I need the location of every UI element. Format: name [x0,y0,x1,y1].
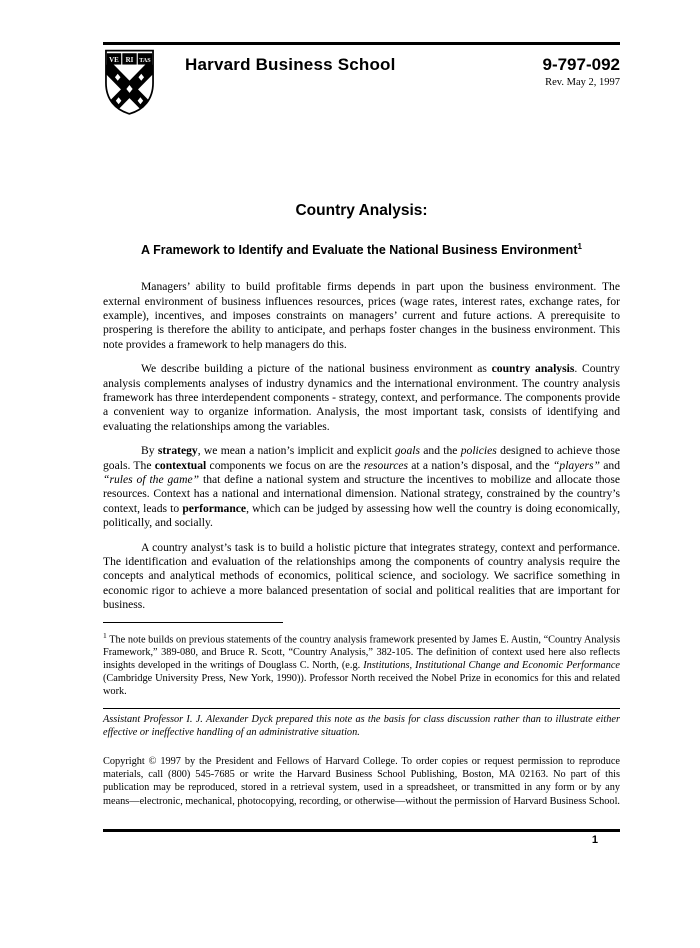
prepared-note: Assistant Professor I. J. Alexander Dyck prepared this note as the basis for class discussion rather than to illustrate either effective or ineffective handling of an administrative situation. [103,714,620,739]
motto-ve: VE [109,55,119,64]
footnote-separator [103,622,283,623]
subtitle-text: A Framework to Identify and Evaluate the National Business Environment [141,243,578,258]
copyright-notice: Copyright © 1997 by the President and Fellows of Harvard College. To order copies or request permission to reproduce materials, call (800) 545-7685 or write the Harvard Business School Publishing, Boston, MA 02163. No part of this publication may be reproduced, stored in a retrieval system, used in a spreadsheet, or transmitted in any form or by any means—electronic, mechanical, photocopying, recording, or otherwise—without the permission of Harvard Business School. [103,756,621,807]
footer-divider-rule [103,708,620,709]
document-header [103,48,620,116]
footer-rule [103,829,620,832]
paragraph: We describe building a picture of the national business environment as country analysis. Country analysis complements analyses of industry dynamics and the international environment. The country analysis framework has three interdependent components - strategy, context, and performance. The components provide a convenient way to organize information. Analysis, the most important task, consists of identifying and evaluating the relationships among the variables. [103,362,620,433]
document-title: Country Analysis: [295,202,428,219]
paragraph: A country analyst’s task is to build a holistic picture that integrates strategy, context and performance. The identification and evaluation of the relationships among the components of country analysis require the concepts and analytical methods of economics, political science, and sociology. We sacrifice something in economic rigor to achieve a more balanced presentation of social and political realities that are important for business. [103,540,620,612]
header-rule [103,42,620,45]
motto-tas: TAS [139,57,151,64]
paragraph: By strategy, we mean a nation’s implicit and explicit goals and the policies designed to achieve those goals. The contextual components we focus on are the resources at a nation’s disposal, and the “players” and “rules of the game” that define a national system and structure the incentives to mobilize and allocate those resources. Context has a national and international dimension. National strategy, constrained by the country’s context, leads to performance, which can be judged by assessing how well the country is doing economically, politically, and socially. [103,444,621,530]
subtitle-footnote-ref: 1 [577,242,582,251]
paragraph: Managers’ ability to build profitable firms depends in part upon the business environment. The external environment of business influences resources, prices (wage rates, interest rates, exchange rates, for example), incentives, and imposes constraints on managers’ current and future actions. A prerequisite to prospering is therefore the ability to anticipate, and perhaps foster changes in the business environment. This note provides a framework to help managers do this. [103,280,620,351]
header-meta [542,55,620,88]
hbs-shield-icon [103,48,156,116]
document-body [103,280,620,613]
school-name: Harvard Business School [185,55,396,74]
document-subtitle [103,242,620,257]
document-page [0,42,700,948]
footnote-ref: 1 [103,630,107,640]
doc-number: 9-797-092 [542,55,620,74]
revision-date: Rev. May 2, 1997 [545,77,620,88]
page-number: 1 [591,833,598,846]
motto-ri: RI [125,55,134,64]
footnote: $^1$ The note builds on previous statements of the country analysis framework presented by James E. Austin, “Country Analysis Framework,” 389-080, and Bruce R. Scott, “Country Analysis,” 382-105. The definition of context used here also reflects insights developed in the writings of Douglass C. North, (e.g. Institutions, Institutional Change and Economic Performance (Cambridge University Press, New York, 1990)). Professor North received the Nobel Prize in economics for this and related work. [103,630,620,698]
